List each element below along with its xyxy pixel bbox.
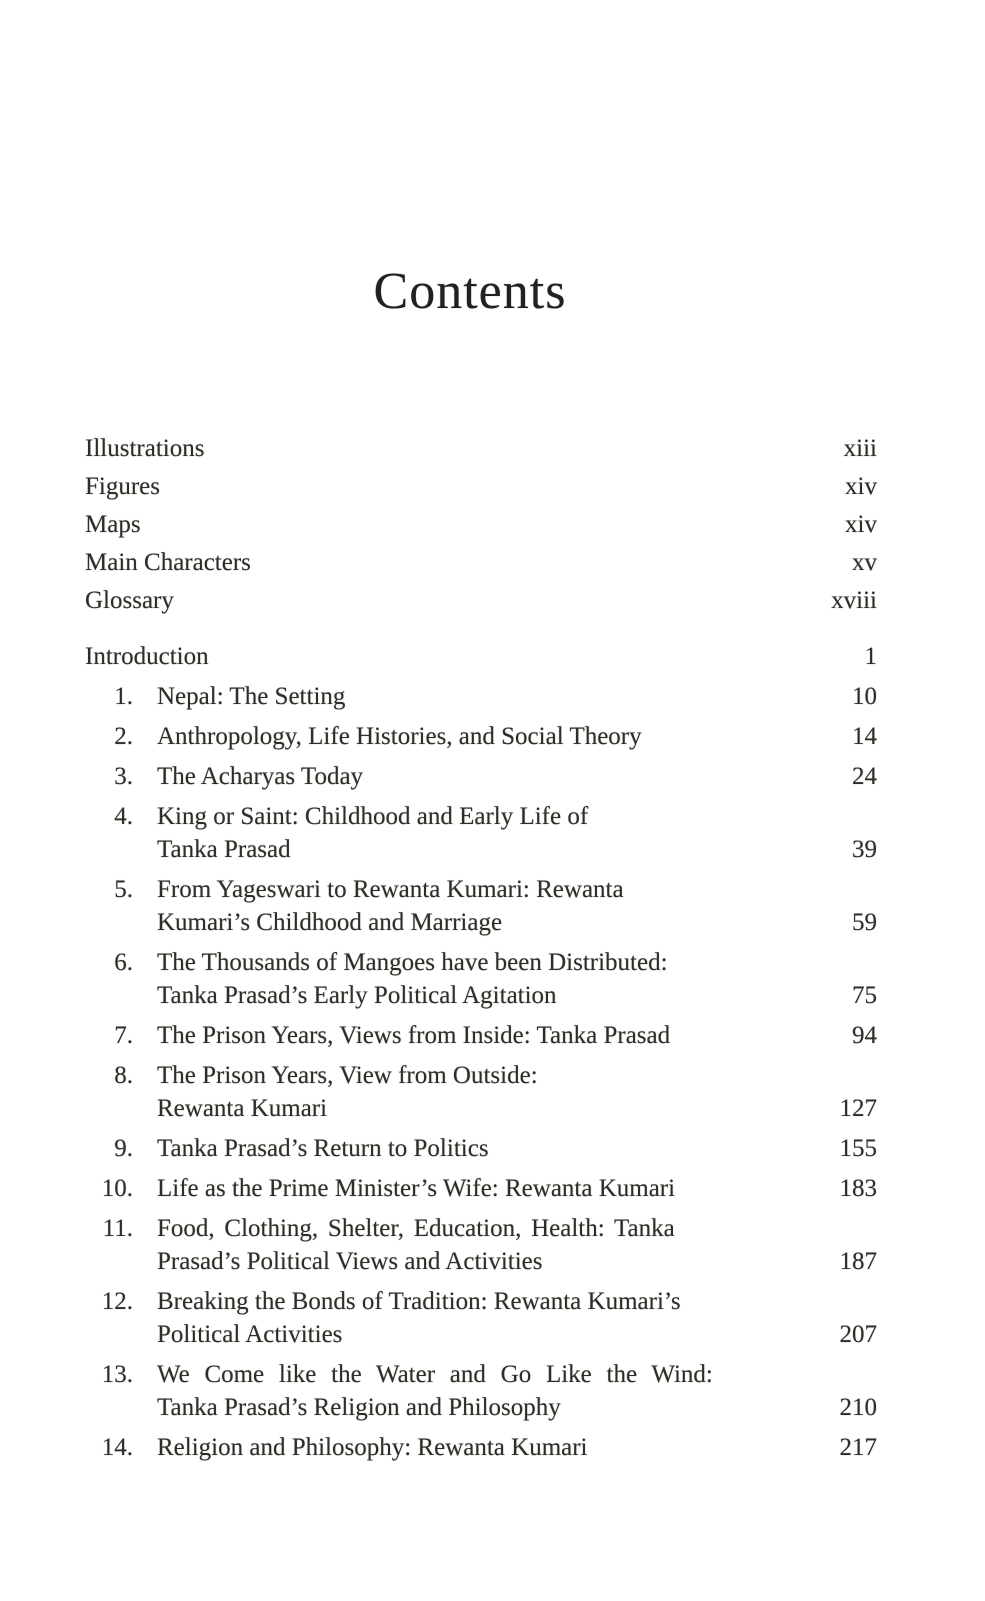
toc-entry-page: xv	[852, 549, 877, 576]
chapter-title: We Come like the Water and Go Like the Wind: Tanka Prasad’s Religion and Philosophy	[157, 1361, 713, 1421]
toc-entry-page: 1	[864, 643, 877, 670]
chapter-number: 13.	[101, 1361, 133, 1388]
toc-chapter-2	[85, 720, 877, 753]
chapter-number: 4.	[114, 803, 133, 830]
chapter-page: 75	[852, 982, 877, 1009]
toc-chapter-4	[85, 800, 877, 866]
toc-entry-glossary	[85, 584, 877, 617]
toc-chapter-12	[85, 1285, 877, 1351]
chapter-title: Nepal: The Setting	[157, 683, 346, 710]
chapter-title: The Thousands of Mangoes have been Distributed: Tanka Prasad’s Early Political Agitation	[157, 949, 668, 1009]
chapter-page: 94	[852, 1022, 877, 1049]
toc-chapter-7	[85, 1019, 877, 1052]
toc-chapter-3	[85, 760, 877, 793]
chapter-number: 10.	[101, 1175, 133, 1202]
chapter-page: 210	[839, 1394, 877, 1421]
toc-entry-maps	[85, 508, 877, 541]
toc-entry-page: xviii	[831, 587, 877, 614]
toc-chapter-8	[85, 1059, 877, 1125]
toc-entry-label: Figures	[85, 473, 160, 500]
toc-chapter-14	[85, 1431, 877, 1464]
chapter-number: 12.	[101, 1288, 133, 1315]
chapter-title: King or Saint: Childhood and Early Life of Tanka Prasad	[157, 803, 589, 863]
toc-chapter-11	[85, 1212, 877, 1278]
chapter-title: From Yageswari to Rewanta Kumari: Rewanta Kumari’s Childhood and Marriage	[157, 876, 624, 936]
chapter-number: 3.	[114, 763, 133, 790]
toc-entry-label: Illustrations	[85, 435, 205, 462]
toc-entry-label: Glossary	[85, 587, 174, 614]
toc-entry-page: xiii	[843, 435, 877, 462]
chapter-number: 1.	[114, 683, 133, 710]
chapter-page: 127	[839, 1095, 877, 1122]
chapter-title: The Prison Years, Views from Inside: Tanka Prasad	[157, 1022, 671, 1049]
chapter-title: Breaking the Bonds of Tradition: Rewanta Kumari’s Political Activities	[157, 1288, 681, 1348]
chapter-number: 5.	[114, 876, 133, 903]
chapter-page: 187	[839, 1248, 877, 1275]
chapter-page: 24	[852, 763, 877, 790]
chapter-title: Life as the Prime Minister’s Wife: Rewanta Kumari	[157, 1175, 676, 1202]
chapter-number: 8.	[114, 1062, 133, 1089]
chapter-number: 7.	[114, 1022, 133, 1049]
chapter-title: Religion and Philosophy: Rewanta Kumari	[157, 1434, 588, 1461]
toc-entry-page: xiv	[845, 473, 877, 500]
toc-chapter-6	[85, 946, 877, 1012]
chapter-page: 39	[852, 836, 877, 863]
chapter-number: 11.	[102, 1215, 133, 1242]
chapter-title: Tanka Prasad’s Return to Politics	[157, 1135, 489, 1162]
toc-chapter-13	[85, 1358, 877, 1424]
chapter-title: The Acharyas Today	[157, 763, 364, 790]
toc-entry-introduction	[85, 640, 877, 673]
chapter-title: Anthropology, Life Histories, and Social Theory	[157, 723, 642, 750]
front-matter-list	[85, 432, 877, 622]
chapter-list	[85, 640, 877, 1471]
chapter-page: 14	[852, 723, 877, 750]
toc-chapter-10	[85, 1172, 877, 1205]
toc-entry-figures	[85, 470, 877, 503]
page-title: Contents	[373, 263, 567, 320]
chapter-page: 183	[839, 1175, 877, 1202]
toc-entry-illustrations	[85, 432, 877, 465]
chapter-title: The Prison Years, View from Outside: Rewanta Kumari	[157, 1062, 538, 1122]
toc-entry-label: Main Characters	[85, 549, 251, 576]
toc-entry-label: Introduction	[85, 643, 209, 670]
toc-chapter-9	[85, 1132, 877, 1165]
toc-chapter-5	[85, 873, 877, 939]
chapter-page: 59	[852, 909, 877, 936]
toc-entry-main-characters	[85, 546, 877, 579]
toc-entry-page: xiv	[845, 511, 877, 538]
chapter-page: 155	[839, 1135, 877, 1162]
chapter-page: 207	[839, 1321, 877, 1348]
chapter-number: 9.	[114, 1135, 133, 1162]
chapter-page: 217	[839, 1434, 877, 1461]
chapter-number: 6.	[114, 949, 133, 976]
toc-entry-label: Maps	[85, 511, 141, 538]
chapter-page: 10	[852, 683, 877, 710]
toc-chapter-1	[85, 680, 877, 713]
chapter-number: 2.	[114, 723, 133, 750]
chapter-number: 14.	[101, 1434, 133, 1461]
chapter-title: Food, Clothing, Shelter, Education, Health: Tanka Prasad’s Political Views and Activities	[157, 1215, 675, 1275]
